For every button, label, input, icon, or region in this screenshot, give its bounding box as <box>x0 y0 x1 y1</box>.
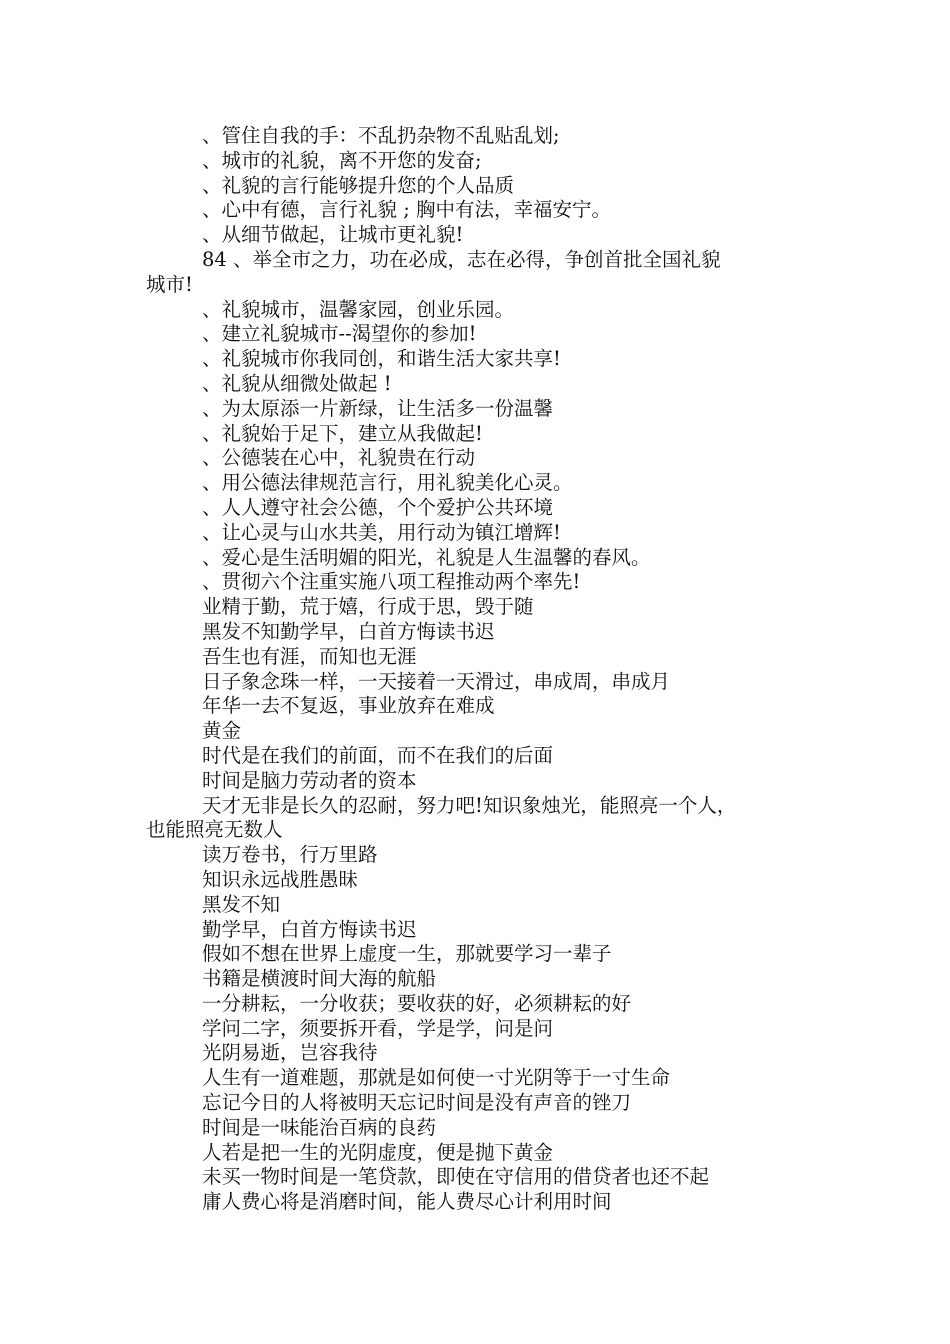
text-line: 勤学早，白首方悔读书迟 <box>202 917 417 941</box>
text-line: 、管住自我的手：不乱扔杂物不乱贴乱划; <box>202 124 560 147</box>
text-line: 、让心灵与山水共美，用行动为镇江增辉! <box>202 520 561 544</box>
text-line: 、人人遵守社会公德，个个爱护公共环境 <box>202 495 554 519</box>
text-line: 黑发不知勤学早，白首方悔读书迟 <box>202 619 495 643</box>
text-line: 84 、举全市之力，功在必成，志在必得，争创首批全国礼貌 <box>202 247 721 271</box>
text-line: 、为太原添一片新绿，让生活多一份温馨 <box>202 396 554 420</box>
text-line: 假如不想在世界上虚度一生，那就要学习一辈子 <box>202 942 612 966</box>
text-line: 、礼貌从细微处做起 ! <box>202 371 392 395</box>
text-line: 年华一去不复返，事业放弃在难成 <box>202 694 495 718</box>
text-line: 、贯彻六个注重实施八项工程推动两个率先! <box>202 570 581 594</box>
text-line: 、礼貌城市你我同创，和谐生活大家共享! <box>202 347 561 371</box>
text-line: 知识永远战胜愚昧 <box>202 867 359 891</box>
text-line: 、城市的礼貌，离不开您的发奋; <box>202 148 482 172</box>
text-line: 庸人费心将是消磨时间，能人费尽心计利用时间 <box>202 1190 612 1214</box>
text-line: 一分耕耘，一分收获；要收获的好，必须耕耘的好 <box>202 991 632 1015</box>
text-line: 、从细节做起，让城市更礼貌! <box>202 223 464 247</box>
text-line: 吾生也有涯，而知也无涯 <box>202 644 417 668</box>
text-line: 未买一物时间是一笔贷款，即使在守信用的借贷者也还不起 <box>202 1165 710 1189</box>
text-line: 业精于勤，荒于嬉，行成于思，毁于随 <box>202 595 534 619</box>
text-line: 、建立礼貌城市--渴望你的参加! <box>202 322 477 346</box>
text-line: 读万卷书，行万里路 <box>202 843 378 867</box>
text-line: 、爱心是生活明媚的阳光，礼貌是人生温馨的春风。 <box>202 545 651 569</box>
text-line: 书籍是横渡时间大海的航船 <box>202 967 437 991</box>
text-line: 、用公德法律规范言行，用礼貌美化心灵。 <box>202 471 573 495</box>
text-line: 、礼貌城市，温馨家园，创业乐园。 <box>202 297 515 321</box>
text-line: 天才无非是长久的忍耐，努力吧!知识象烛光，能照亮一个人， <box>202 793 737 817</box>
text-line: 时间是脑力劳动者的资本 <box>202 768 417 792</box>
text-line: 日子象念珠一样，一天接着一天滑过，串成周，串成月 <box>202 669 671 693</box>
text-line: 人生有一道难题，那就是如何使一寸光阴等于一寸生命 <box>202 1066 671 1090</box>
text-line: 人若是把一生的光阴虚度，便是抛下黄金 <box>202 1140 554 1164</box>
text-line: 、心中有德，言行礼貌 ; 胸中有法，幸福安宁。 <box>202 198 611 222</box>
text-line: 黄金 <box>202 719 242 743</box>
text-line: 、礼貌始于足下，建立从我做起! <box>202 421 483 445</box>
text-line: 时代是在我们的前面，而不在我们的后面 <box>202 743 554 767</box>
text-line: 时间是一味能治百病的良药 <box>202 1115 437 1139</box>
text-line: 也能照亮无数人 <box>146 818 283 842</box>
text-line: 、礼貌的言行能够提升您的个人品质 <box>202 173 515 197</box>
text-line: 黑发不知 <box>202 892 281 916</box>
text-line: 光阴易逝，岂容我待 <box>202 1041 378 1065</box>
text-line: 忘记今日的人将被明天忘记时间是没有声音的锉刀 <box>202 1091 632 1115</box>
text-line: 城市! <box>146 272 193 296</box>
text-line: 、公德装在心中，礼貌贵在行动 <box>202 446 476 470</box>
document-body <box>146 124 836 1215</box>
text-line: 学问二字，须要拆开看，学是学，问是问 <box>202 1016 554 1040</box>
